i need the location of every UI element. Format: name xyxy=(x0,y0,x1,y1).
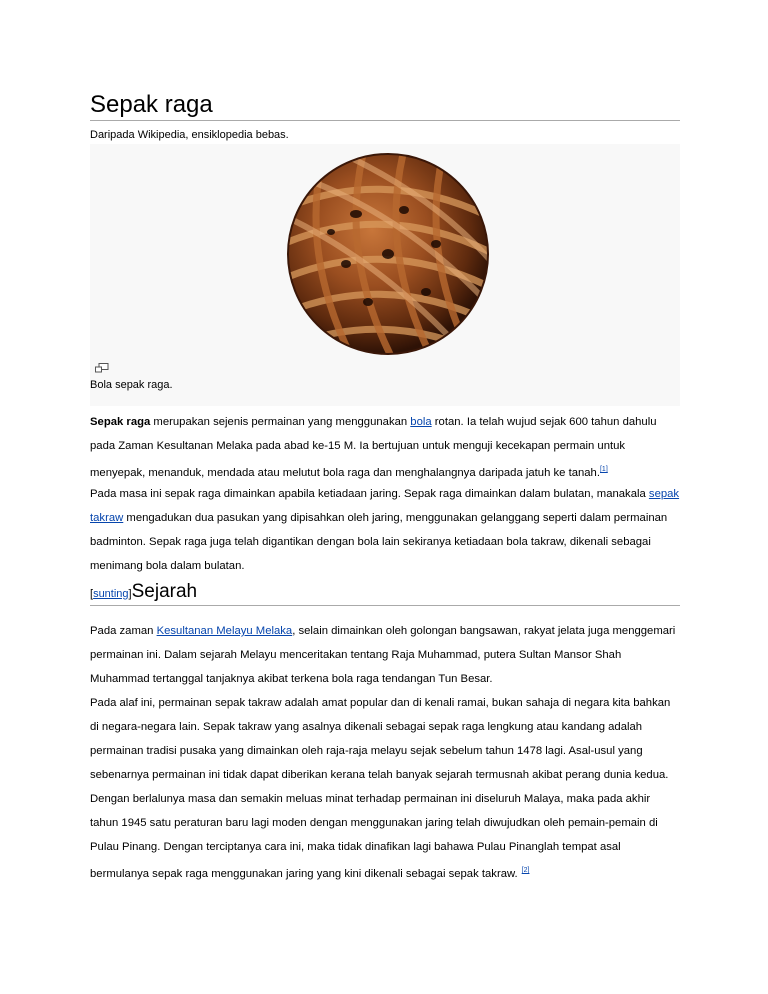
page-subtitle: Daripada Wikipedia, ensiklopedia bebas. xyxy=(90,129,289,141)
link-kesultanan-melayu-melaka[interactable]: Kesultanan Melayu Melaka xyxy=(156,625,293,637)
reference-2[interactable]: [2] xyxy=(521,867,530,874)
reference-1[interactable]: [1] xyxy=(599,466,608,473)
edit-link[interactable]: sunting xyxy=(93,588,129,600)
text: mengadukan dua pasukan yang dipisahkan oleh jaring, menggunakan gelanggang seperti dalam permainan badminton. Sepak raga juga telah digantikan dengan bola lain sekiranya ketiadaan bola takraw, dikenali sebagai menimang bola dalam bulatan. xyxy=(90,512,668,572)
text: merupakan sejenis permainan yang menggunakan xyxy=(150,416,411,428)
bracket: ] xyxy=(128,588,132,600)
text: Pada zaman xyxy=(90,625,157,637)
bracket: [ xyxy=(90,588,94,600)
edit-section xyxy=(90,588,132,600)
section-header-sejarah xyxy=(90,581,680,606)
enlarge-icon[interactable] xyxy=(95,363,109,373)
text: Pada masa ini sepak raga dimainkan apabila ketiadaan jaring. Sepak raga dimainkan dalam bulatan, manakala xyxy=(90,488,649,500)
sejarah-paragraph-2 xyxy=(90,691,680,886)
sejarah-paragraph-1 xyxy=(90,619,680,691)
text: rotan. Ia telah wujud sejak 600 tahun dahulu pada Zaman Kesultanan Melaka pada abad ke-15 M. Ia bertujuan untuk menguji kecekapan permain untuk menyepak, menanduk, mendada atau melutut bola raga dan menghalangnya daripada jatuh ke tanah. xyxy=(90,416,657,479)
bold-term: Sepak raga xyxy=(90,416,151,428)
intro-paragraph-2 xyxy=(90,482,680,578)
intro-paragraph-1 xyxy=(90,410,680,485)
text: Pada alaf ini, permainan sepak takraw adalah amat popular dan di kenali ramai, bukan sahaja di negara kita bahkan di negara-negara lain. Sepak takraw yang asalnya dikenali sebagai sepak raga lengkung atau kandang adalah permainan tradisi pusaka yang dimainkan oleh raja-raja melayu sejak sebelum tahun 1478 lagi. Asal-usul yang sebenarnya permainan ini tidak dapat diberikan kerana telah banyak sejarah termusnah akibat perang dunia kedua. Dengan berlalunya masa dan semakin meluas minat terhadap permainan ini diseluruh Malaya, maka pada akhir tahun 1945 satu peraturan baru lagi moden dengan menggunakan jaring telah diwujudkan oleh pemain-pemain di Pulau Pinang. Dengan terciptanya cara ini, maka tidak dinafikan lagi bahawa Pulau Pinanglah tempat asal bermulanya sepak raga menggunakan jaring yang kini dikenali sebagai sepak takraw. xyxy=(90,697,671,880)
figure-thumbnail xyxy=(90,144,680,406)
link-sepak-takraw[interactable]: sepak takraw xyxy=(90,488,680,524)
figure-caption: Bola sepak raga. xyxy=(90,379,173,391)
rattan-ball-image[interactable] xyxy=(286,152,490,356)
link-bola[interactable]: bola xyxy=(410,416,432,428)
text: , selain dimainkan oleh golongan bangsawan, rakyat jelata juga menggemari permainan ini. Dalam sejarah Melayu menceritakan tentang Raja Muhammad, putera Sultan Mansor Shah Muhammad tertanggal tanjaknya akibat terkena bola raga tendangan Tun Besar. xyxy=(90,625,676,685)
section-heading: Sejarah xyxy=(131,581,198,602)
page-title: Sepak raga xyxy=(90,92,680,121)
